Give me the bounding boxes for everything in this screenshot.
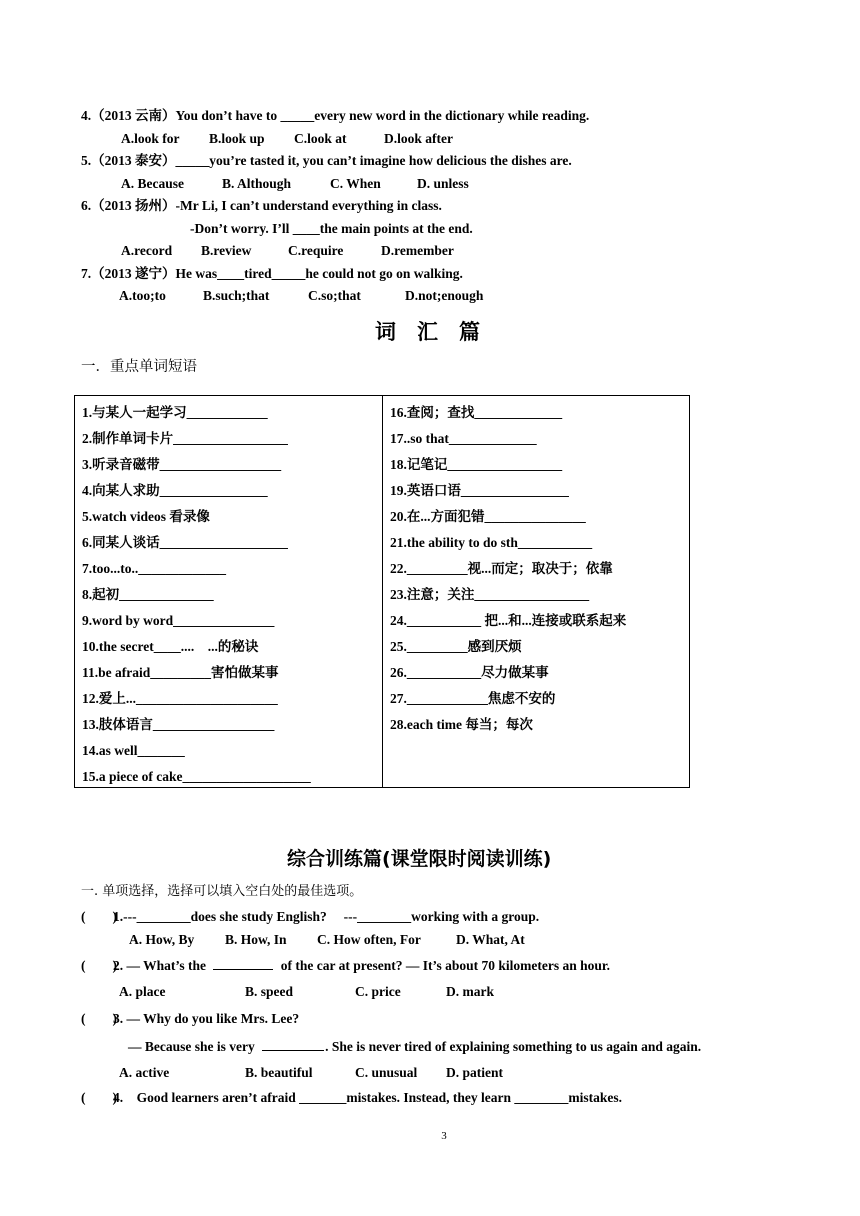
- vocab-right-column: [390, 404, 626, 742]
- option-d: D. What, At: [456, 932, 525, 947]
- answer-paren[interactable]: ( ): [81, 1090, 117, 1105]
- question-stem-part1: 2. — What’s the: [113, 958, 210, 973]
- vocab-item: 19.英语口语________________: [390, 483, 569, 498]
- vocab-item: 5.watch videos 看录像: [82, 509, 210, 524]
- question-7-stem: 7.（2013 遂宁）He was____tired_____he could not go on walking.: [81, 266, 463, 281]
- option-a: A.look for: [121, 131, 180, 146]
- option-d: D. patient: [446, 1065, 503, 1080]
- option-d: D. mark: [446, 984, 494, 999]
- vocab-item: 16.查阅；查找_____________: [390, 405, 563, 420]
- vocab-item: 12.爱上..._____________________: [82, 691, 278, 706]
- vocab-item: 22._________视...而定；取决于；依靠: [390, 561, 613, 576]
- table-divider: [382, 396, 383, 787]
- vocab-item: 15.a piece of cake___________________: [82, 769, 311, 784]
- fill-blank: [213, 957, 273, 970]
- question-stem: 1.---________does she study English? ---________working with a group.: [113, 909, 540, 924]
- option-c: C. price: [355, 984, 401, 999]
- option-a: A. Because: [121, 176, 184, 191]
- vocab-item: 25._________感到厌烦: [390, 639, 522, 654]
- question-6-stem-reply: -Don’t worry. I’ll ____the main points at the end.: [190, 221, 473, 236]
- practice-q4: [81, 1090, 622, 1106]
- practice-q3-reply: [128, 1038, 701, 1055]
- question-6-stem: 6.（2013 扬州）-Mr Li, I can’t understand everything in class.: [81, 198, 442, 213]
- option-c: C.look at: [294, 131, 347, 146]
- vocab-item: 13.肢体语言__________________: [82, 717, 275, 732]
- practice-q1-options: [129, 932, 525, 948]
- vocab-item: 8.起初______________: [82, 587, 214, 602]
- vocab-subtitle: 一．重点单词短语: [81, 359, 197, 375]
- vocab-section-title: 词 汇 篇: [375, 320, 480, 344]
- question-stem-part2: of the car at present? — It’s about 70 kilometers an hour.: [277, 958, 611, 973]
- practice-section-title: 综合训练篇(课堂限时阅读训练): [287, 848, 552, 870]
- option-c: C.require: [288, 243, 344, 258]
- vocab-item: 23.注意；关注_________________: [390, 587, 590, 602]
- question-stem: 4. Good learners aren’t afraid _______mistakes. Instead, they learn ________mistakes.: [113, 1090, 622, 1105]
- practice-q3: [81, 1011, 299, 1027]
- option-b: B. beautiful: [245, 1065, 313, 1080]
- vocab-item: 2.制作单词卡片_________________: [82, 431, 288, 446]
- answer-paren[interactable]: ( ): [81, 958, 117, 973]
- vocab-item: 10.the secret____.... ...的秘诀: [82, 639, 259, 654]
- vocab-item: 24.___________ 把...和...连接或联系起来: [390, 613, 627, 628]
- vocab-item: 26.___________尽力做某事: [390, 665, 549, 680]
- vocab-item: 17..so that_____________: [390, 431, 537, 446]
- vocab-item: 3.听录音磁带__________________: [82, 457, 282, 472]
- vocab-item: 20.在...方面犯错_______________: [390, 509, 586, 524]
- option-a: A. place: [119, 984, 166, 999]
- option-b: B.look up: [209, 131, 265, 146]
- vocab-item: 21.the ability to do sth___________: [390, 535, 593, 550]
- option-a: A.too;to: [119, 288, 166, 303]
- vocab-item: 11.be afraid_________害怕做某事: [82, 665, 279, 680]
- option-b: B.review: [201, 243, 252, 258]
- answer-paren[interactable]: ( ): [81, 909, 117, 924]
- vocab-left-column: [82, 404, 311, 794]
- option-a: A.record: [121, 243, 173, 258]
- option-c: C. unusual: [355, 1065, 418, 1080]
- vocab-item: 18.记笔记_________________: [390, 457, 563, 472]
- vocab-item: 6.同某人谈话___________________: [82, 535, 288, 550]
- practice-q2: [81, 957, 610, 974]
- option-d: D. unless: [417, 176, 469, 191]
- option-d: D.remember: [381, 243, 454, 258]
- option-a: A. How, By: [129, 932, 195, 947]
- practice-q1: [81, 909, 539, 925]
- fill-blank: [262, 1038, 324, 1051]
- question-stem: 3. — Why do you like Mrs. Lee?: [113, 1011, 300, 1026]
- option-a: A. active: [119, 1065, 170, 1080]
- question-4-stem: 4.（2013 云南）You don’t have to _____every new word in the dictionary while reading.: [81, 108, 590, 123]
- question-stem-part1: — Because she is very: [128, 1039, 259, 1054]
- page-number: 3: [441, 1130, 447, 1142]
- vocab-item: 7.too...to.._____________: [82, 561, 226, 576]
- answer-paren[interactable]: ( ): [81, 1011, 117, 1026]
- vocab-item: 9.word by word_______________: [82, 613, 275, 628]
- option-c: C.so;that: [308, 288, 361, 303]
- question-7-options: [119, 288, 483, 304]
- option-d: D.not;enough: [405, 288, 484, 303]
- vocab-item: 28.each time 每当；每次: [390, 717, 533, 732]
- option-c: C. How often, For: [317, 932, 421, 947]
- option-b: B.such;that: [203, 288, 270, 303]
- option-d: D.look after: [384, 131, 453, 146]
- vocab-item: 4.向某人求助________________: [82, 483, 268, 498]
- question-5-stem: 5.（2013 泰安）_____you’re tasted it, you can’t imagine how delicious the dishes are.: [81, 153, 572, 168]
- question-stem-part2: . She is never tired of explaining something to us again and again.: [325, 1039, 702, 1054]
- vocab-table: [74, 395, 690, 788]
- vocab-item: 14.as well_______: [82, 743, 185, 758]
- practice-q3-options: [119, 1065, 503, 1081]
- option-b: B. Although: [222, 176, 292, 191]
- question-6-options: [121, 243, 454, 259]
- option-b: B. speed: [245, 984, 294, 999]
- option-c: C. When: [330, 176, 381, 191]
- vocab-item: 27.____________焦虑不安的: [390, 691, 556, 706]
- practice-q2-options: [119, 984, 494, 1000]
- option-b: B. How, In: [225, 932, 287, 947]
- question-4-options: [121, 131, 453, 147]
- question-5-options: [121, 176, 469, 192]
- vocab-item: 1.与某人一起学习____________: [82, 405, 268, 420]
- practice-instruction: 一. 单项选择，选择可以填入空白处的最佳选项。: [81, 884, 363, 899]
